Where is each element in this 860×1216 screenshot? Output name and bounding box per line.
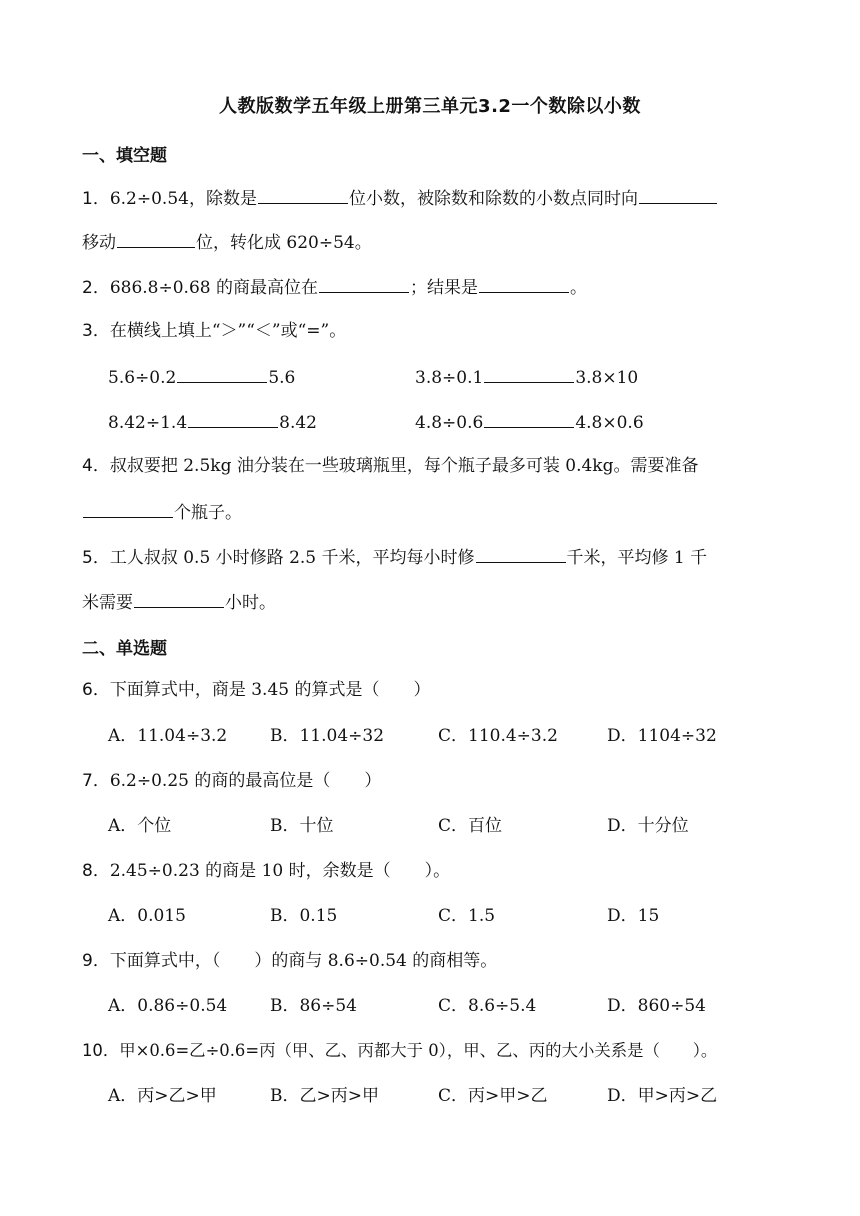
- option-c[interactable]: C．1.5: [438, 906, 496, 926]
- question-text: 位，转化成 620÷54。: [196, 233, 372, 253]
- question-text: 个瓶子。: [174, 503, 242, 523]
- question-6: [82, 678, 780, 702]
- option-c[interactable]: C．8.6÷5.4: [438, 996, 537, 1016]
- option-b[interactable]: B．86÷54: [270, 996, 358, 1016]
- question-3: [82, 319, 780, 343]
- section-heading-fill-in: 一、填空题: [82, 146, 167, 166]
- question-7: [82, 769, 780, 793]
- option-d[interactable]: D．十分位: [607, 816, 689, 836]
- comparison-item: 8.42÷1.4 8.42: [108, 409, 317, 435]
- option-d[interactable]: D．15: [607, 906, 660, 926]
- option-a[interactable]: A．11.04÷3.2: [108, 726, 228, 746]
- worksheet-title: 人教版数学五年级上册第三单元3.2一个数除以小数: [219, 96, 641, 117]
- question-text: 移动: [82, 233, 116, 253]
- question-5-line-2: [82, 589, 780, 615]
- answer-blank[interactable]: [484, 409, 574, 428]
- question-4-line-1: [82, 454, 780, 478]
- option-c[interactable]: C．丙>甲>乙: [438, 1086, 548, 1106]
- answer-blank[interactable]: [319, 274, 409, 293]
- question-text: 2.45÷0.23 的商是 10 时，余数是（ ）。: [109, 861, 451, 881]
- question-number: 5．: [82, 548, 110, 568]
- option-d[interactable]: D．1104÷32: [607, 726, 717, 746]
- option-b[interactable]: B．十位: [270, 816, 334, 836]
- comparison-item: 5.6÷0.2 5.6: [108, 364, 295, 390]
- question-number: 3．: [82, 321, 110, 341]
- question-text: 6.2÷0.25 的商的最高位是（ ）: [109, 771, 382, 791]
- question-number: 10．: [82, 1041, 120, 1060]
- question-text: 位小数，被除数和除数的小数点同时向: [348, 189, 638, 209]
- answer-blank[interactable]: [479, 274, 569, 293]
- option-d[interactable]: D．860÷54: [607, 996, 706, 1016]
- question-text: 。: [570, 278, 587, 298]
- question-text: 工人叔叔 0.5 小时修路 2.5 千米，平均每小时修: [109, 548, 475, 568]
- option-b[interactable]: B．0.15: [270, 906, 338, 926]
- question-5-line-1: [82, 544, 780, 570]
- question-text: 甲×0.6=乙÷0.6=丙（甲、乙、丙都大于 0），甲、乙、丙的大小关系是（ ）。: [119, 1041, 718, 1060]
- option-c[interactable]: C．百位: [438, 816, 503, 836]
- question-text: 米需要: [82, 593, 133, 613]
- answer-blank[interactable]: [639, 185, 717, 204]
- option-a[interactable]: A．个位: [108, 816, 172, 836]
- question-2: [82, 274, 780, 300]
- answer-blank[interactable]: [188, 409, 278, 428]
- comparison-item: 4.8÷0.6 4.8×0.6: [415, 409, 644, 435]
- section-heading-single-choice: 二、单选题: [82, 639, 167, 659]
- question-number: 1．: [82, 189, 110, 209]
- question-number: 4．: [82, 456, 110, 476]
- answer-blank[interactable]: [83, 499, 173, 518]
- answer-blank[interactable]: [177, 364, 267, 383]
- question-text: 千米，平均修 1 千: [566, 548, 708, 568]
- question-text: 下面算式中，（ ）的商与 8.6÷0.54 的商相等。: [109, 951, 498, 971]
- question-10: [82, 1039, 780, 1063]
- question-number: 6．: [82, 680, 110, 700]
- question-text: 686.8÷0.68 的商最高位在: [109, 278, 318, 298]
- question-text: 6.2÷0.54，除数是: [109, 189, 257, 209]
- answer-blank[interactable]: [258, 185, 348, 204]
- question-text: 小时。: [225, 593, 276, 613]
- answer-blank[interactable]: [134, 589, 224, 608]
- option-b[interactable]: B．乙>丙>甲: [270, 1086, 379, 1106]
- question-number: 9．: [82, 951, 110, 971]
- answer-blank[interactable]: [484, 364, 574, 383]
- question-8: [82, 859, 780, 883]
- option-d[interactable]: D．甲>丙>乙: [607, 1086, 718, 1106]
- option-c[interactable]: C．110.4÷3.2: [438, 726, 558, 746]
- question-4-line-2: [82, 499, 780, 525]
- option-a[interactable]: A．0.86÷0.54: [108, 996, 228, 1016]
- question-1-line-1: [82, 185, 780, 211]
- answer-blank[interactable]: [117, 229, 195, 248]
- comparison-item: 3.8÷0.1 3.8×10: [415, 364, 638, 390]
- option-b[interactable]: B．11.04÷32: [270, 726, 385, 746]
- question-1-line-2: [82, 229, 780, 255]
- answer-blank[interactable]: [476, 544, 566, 563]
- question-9: [82, 949, 780, 973]
- option-a[interactable]: A．0.015: [108, 906, 186, 926]
- question-text: 叔叔要把 2.5kg 油分装在一些玻璃瓶里，每个瓶子最多可装 0.4kg。需要准备: [109, 456, 699, 476]
- question-number: 8．: [82, 861, 110, 881]
- question-text: 下面算式中，商是 3.45 的算式是（ ）: [109, 680, 431, 700]
- question-number: 2．: [82, 278, 110, 298]
- question-text: ；结果是: [410, 278, 478, 298]
- question-text: 在横线上填上“＞”“＜”或“=”。: [109, 321, 347, 341]
- option-a[interactable]: A．丙>乙>甲: [108, 1086, 217, 1106]
- question-number: 7．: [82, 771, 110, 791]
